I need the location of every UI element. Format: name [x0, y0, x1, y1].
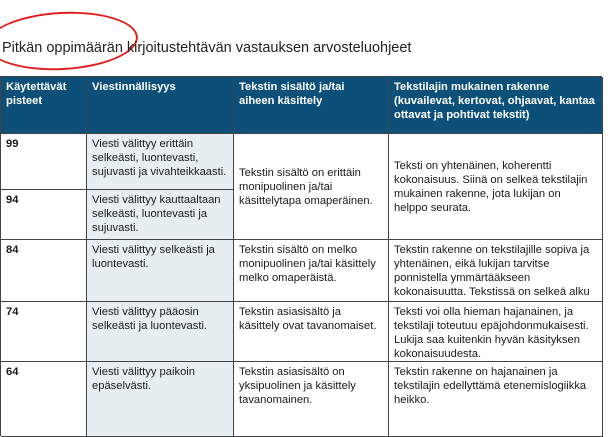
communication-cell: Viesti välittyy selkeästi ja luontevasti. — [87, 240, 234, 302]
communication-cell: Viesti välittyy kauttaaltaan selkeästi, luontevasti ja sujuvasti. — [87, 190, 234, 240]
structure-cell: Tekstin rakenne on tekstilajille sopiva ja yhtenäinen, eikä lukijan tarvitse ponnistella ymmärtääkseen kokonaisuutta. Tekstissä on selkeä alku — [389, 240, 603, 302]
page-title: Pitkän oppimäärän kirjoitustehtävän vastauksen arvosteluohjeet — [2, 40, 412, 56]
header-communication: Viestinnällisyys — [87, 77, 234, 134]
content-cell — [234, 134, 389, 240]
content-text: Tekstin sisältö on erittäin monipuolinen ja/tai käsittelytapa omaperäinen. — [239, 166, 373, 207]
structure-cell: Tekstin rakenne on hajanainen ja tekstilajin edellyttämä etenemislogiikka heikko. — [389, 362, 603, 437]
content-cell: Tekstin asiasisältö on yksipuolinen ja käsittely tavanomainen. — [234, 362, 389, 437]
structure-cell: Teksti voi olla hieman hajanainen, ja tekstilaji toteutuu epäjohdonmukaisesti. Lukija saa kuitenkin hyvän käsityksen kokonaisuudesta. — [389, 302, 603, 362]
communication-cell: Viesti välittyy paikoin epäselvästi. — [87, 362, 234, 437]
points-cell: 99 — [1, 134, 87, 190]
points-cell: 74 — [1, 302, 87, 362]
structure-text: Teksti on yhtenäinen, koherentti kokonaisuus. Siinä on selkeä tekstilajin mukainen rakenne, jota lukijan on helppo seurata. — [394, 159, 588, 214]
content-cell: Tekstin sisältö on melko monipuolinen ja/tai käsittely melko omaperäistä. — [234, 240, 389, 302]
points-cell: 94 — [1, 190, 87, 240]
communication-cell: Viesti välittyy pääosin selkeästi ja luontevasti. — [87, 302, 234, 362]
content-cell: Tekstin asiasisältö ja käsittely ovat tavanomaiset. — [234, 302, 389, 362]
header-points: Käytettävät pisteet — [1, 77, 87, 134]
points-cell: 64 — [1, 362, 87, 437]
communication-cell: Viesti välittyy erittäin selkeästi, luontevasti, sujuvasti ja vivahteikkaasti. — [87, 134, 234, 190]
points-cell: 84 — [1, 240, 87, 302]
structure-cell — [389, 134, 603, 240]
grading-table — [0, 76, 602, 436]
header-content: Tekstin sisältö ja/tai aiheen käsittely — [234, 77, 389, 134]
header-structure: Tekstilajin mukainen rakenne (kuvailevat, kertovat, ohjaavat, kantaa ottavat ja pohtivat tekstit) — [389, 77, 603, 134]
